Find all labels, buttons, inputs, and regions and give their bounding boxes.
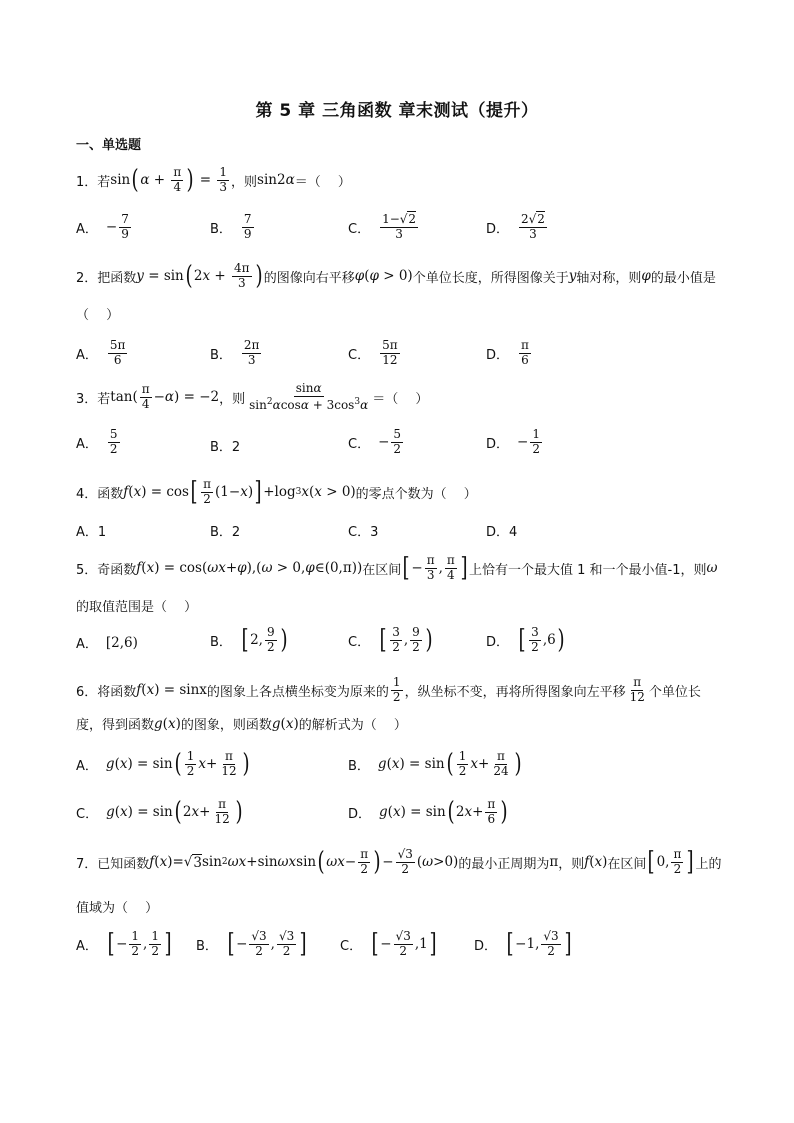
question-5-cont: 的取值范围是（ ） [76, 600, 198, 615]
q7-option-a[interactable]: A． [ − $\frac{1}{2}$ , $\frac{1}{2}$ ] [76, 929, 172, 960]
q5-option-a[interactable]: A． [2,6) [76, 634, 138, 652]
q1-option-d[interactable]: D． $\frac{2√2}{3}$ [486, 212, 545, 241]
q5-option-d[interactable]: D． [ $\frac{3}{2}$ ,6 ) [486, 625, 565, 656]
q3-option-a[interactable]: A． $\frac{5}{2}$ [76, 427, 118, 456]
question-7: 7．已知函数 f ( x )=√ 3 sin 2 ωx +sin ωx sin ( ωx − $\frac{\pi}{2}$ ) − $\frac{√3}{2}$ ( ω >0) 的最小正周期为 π ，则 f ( x ) 在区间 [ 0, $\frac{\pi}{2}$ ] 上的 [76, 847, 722, 878]
q2-option-b[interactable]: B． $\frac{2\pi}{3}$ [210, 338, 260, 367]
q3-option-b[interactable]: B．2 [210, 440, 241, 455]
q4-option-d[interactable]: D．4 [486, 525, 518, 540]
q4-option-b[interactable]: B．2 [210, 525, 241, 540]
q7-option-b[interactable]: B． [ − $\frac{√3}{2}$ , $\frac{√3}{2}$ ] [196, 929, 307, 960]
question-7-cont: 值域为（ ） [76, 901, 159, 916]
q6-option-b[interactable]: B． g ( x ) = sin ( $\frac{1}{2}$ x + $\frac{\pi}{24}$ ) [348, 749, 522, 780]
question-4: 4．函数 f ( x ) = cos [ $\frac{\pi}{2}$ (1− x ) ] +log 3 x ( x > 0) 的零点个数为（ ） [76, 477, 477, 508]
question-5: 5．奇函数 f ( x ) = cos( ωx + φ ),( ω > 0, φ ∈(0,π)) 在区间 [ − $\frac{\pi}{3}$ , $\frac{\pi}{4}$ ] 上恰有一个最大值 1 和一个最小值-1，则 ω [76, 553, 718, 584]
q5-option-b[interactable]: B． [ 2, $\frac{9}{2}$ ) [210, 625, 288, 656]
q1-option-c[interactable]: C． $\frac{1-√2}{3}$ [348, 212, 417, 241]
q1-option-b[interactable]: B． $\frac{7}{9}$ [210, 212, 252, 241]
q3-option-c[interactable]: C． − $\frac{5}{2}$ [348, 427, 402, 456]
q5-option-c[interactable]: C． [ $\frac{3}{2}$ , $\frac{9}{2}$ ) [348, 625, 433, 656]
q6-option-d[interactable]: D． g ( x ) = sin ( 2 x + $\frac{\pi}{6}$ ) [348, 797, 508, 828]
question-6: 6．将函数 f ( x ) = sinx 的图象上各点横坐标变为原来的 $\frac{1}{2}$ ，纵坐标不变，再将所得图象向左平移 $\frac{\pi}{12}$ 个单位长 [76, 675, 701, 704]
q6-option-c[interactable]: C． g ( x ) = sin ( 2 x + $\frac{\pi}{12}$ ) [76, 797, 243, 828]
q2-option-a[interactable]: A． $\frac{5\pi}{6}$ [76, 338, 126, 367]
page-title: 第 5 章 三角函数 章末测试（提升） [255, 101, 539, 121]
q3-option-d[interactable]: D． − $\frac{1}{2}$ [486, 427, 540, 456]
section-heading: 一、单选题 [76, 138, 142, 153]
q1-option-a[interactable]: A． − $\frac{7}{9}$ [76, 212, 129, 241]
question-1: 1．若 sin ( α + $\frac{\pi}{4}$ ) = $\frac{1}{3}$ ，则 sin2α ＝（ ） [76, 165, 351, 196]
question-2-cont: （ ） [76, 308, 120, 323]
question-3: 3．若 tan( $\frac{\pi}{4}$ − α ) = −2 ，则 $\frac{\sin\alpha}{\sin^2\alpha\cos\alpha + 3\cos^3\alpha}$ ＝（ ） [76, 381, 429, 412]
q4-option-c[interactable]: C．3 [348, 525, 379, 540]
q6-option-a[interactable]: A． g ( x ) = sin ( $\frac{1}{2}$ x + $\frac{\pi}{12}$ ) [76, 749, 250, 780]
question-2: 2．把函数 y = sin ( 2 x + $\frac{4\pi}{3}$ ) 的图像向右平移 φ ( φ > 0) 个单位长度，所得图像关于 y 轴对称，则 φ 的最小值是 [76, 261, 716, 292]
q2-option-c[interactable]: C． $\frac{5\pi}{12}$ [348, 338, 398, 367]
q2-option-d[interactable]: D． $\frac{\pi}{6}$ [486, 338, 529, 367]
q7-option-c[interactable]: C． [ − $\frac{√3}{2}$ ,1 ] [340, 929, 437, 960]
question-6-cont: 度，得到函数 g ( x ) 的图象，则函数 g ( x ) 的解析式为（ ） [76, 715, 407, 733]
q4-option-a[interactable]: A．1 [76, 525, 107, 540]
q7-option-d[interactable]: D． [ −1, $\frac{√3}{2}$ ] [474, 929, 572, 960]
